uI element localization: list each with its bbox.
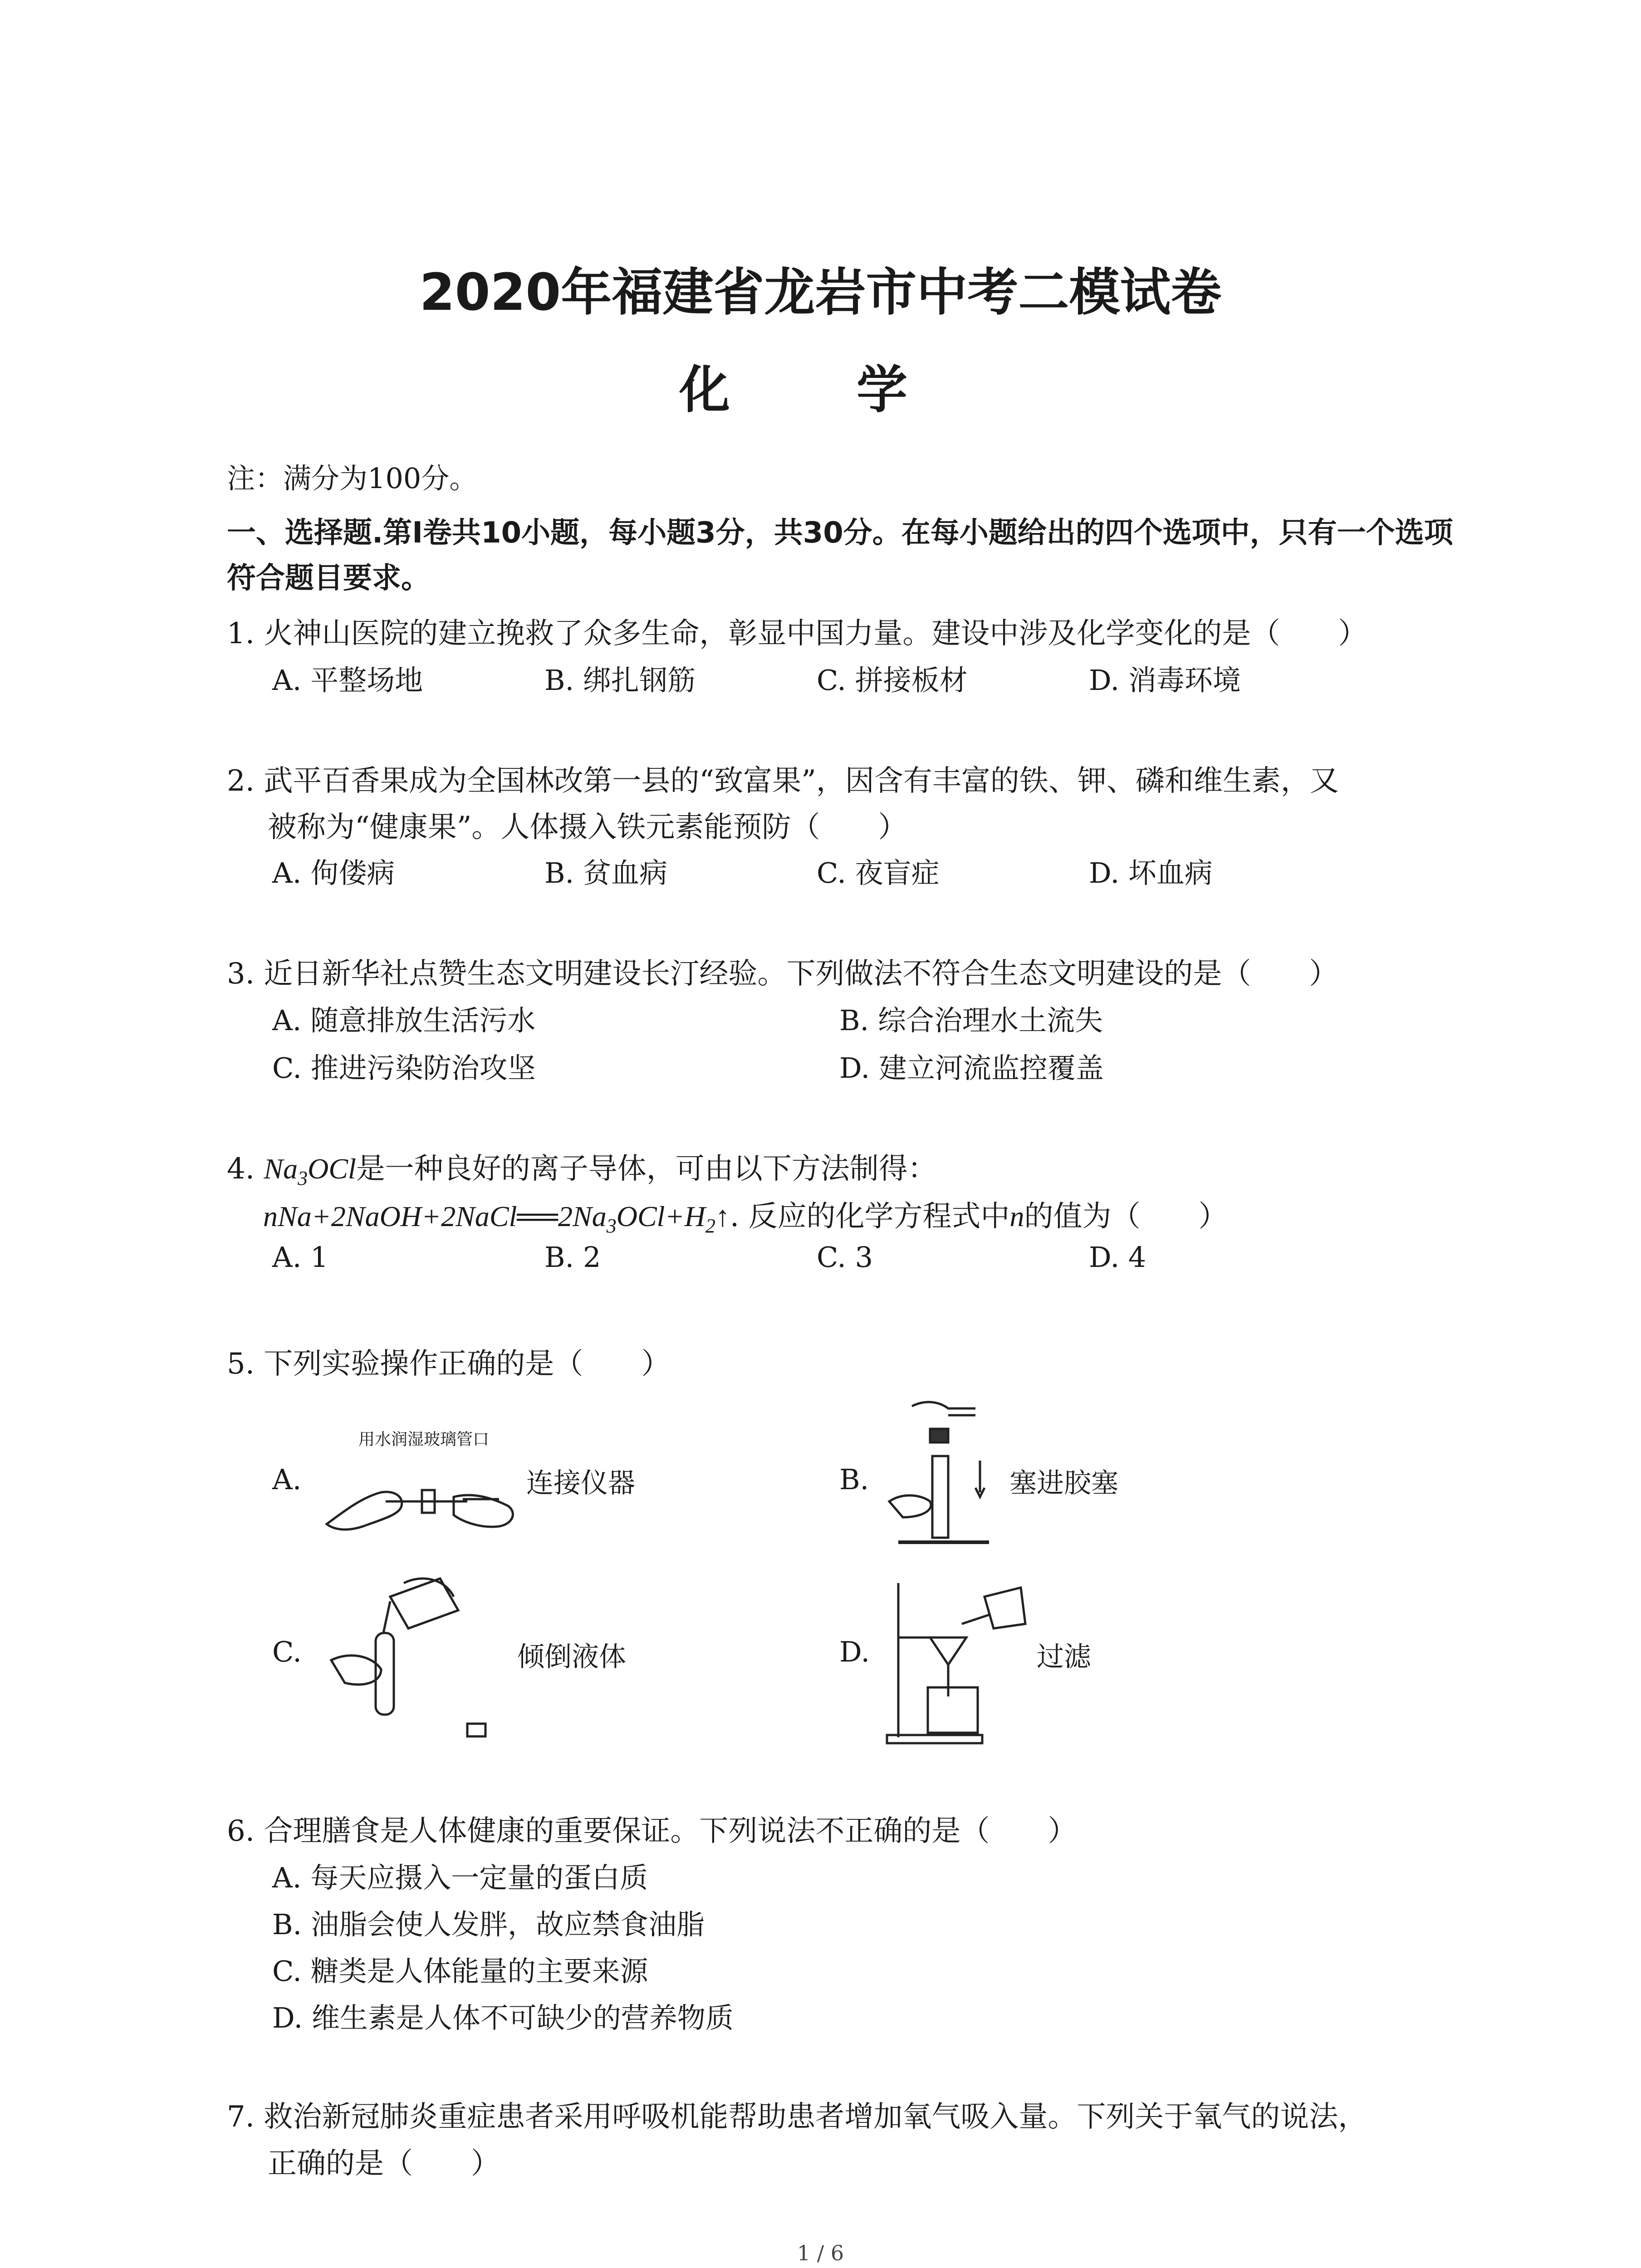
q4-equation-line (263, 1193, 1228, 1237)
q5-caption-d: 过滤 (1037, 1641, 1091, 1673)
q1-option-c: C. 拼接板材 (817, 664, 968, 697)
q4-stem-line1 (227, 1145, 937, 1190)
q4-formula: $Na_3OCl$ (264, 1153, 356, 1189)
q4-stem-text: 是一种良好的离子导体，可由以下方法制得： (356, 1152, 937, 1186)
q4-stem-text2: . 反应的化学方程式中 (730, 1200, 1010, 1233)
q3-option-b: B. 综合治理水土流失 (839, 1004, 1103, 1037)
q4-option-a: A. 1 (272, 1241, 328, 1274)
q2-option-c: C. 夜盲症 (817, 856, 940, 890)
q3-option-d: D. 建立河流监控覆盖 (839, 1051, 1104, 1085)
q1-stem: 1. 火神山医院的建立挽救了众多生命，彰显中国力量。建设中涉及化学变化的是（ ） (227, 617, 1367, 650)
q4-option-d: D. 4 (1089, 1241, 1146, 1274)
q5-label-c: C. (272, 1635, 302, 1668)
q1-option-b: B. 绑扎钢筋 (544, 664, 696, 697)
q5-figure-d (885, 1574, 1034, 1746)
q7-stem-line1: 7. 救治新冠肺炎重症患者采用呼吸机能帮助患者增加氧气吸入量。下列关于氧气的说法， (227, 2100, 1367, 2134)
q5-figure-a (318, 1447, 522, 1538)
q6-option-b: B. 油脂会使人发胖，故应禁食油脂 (272, 1908, 705, 1941)
exam-title: 2020年福建省龙岩市中考二模试卷 (419, 263, 1222, 322)
q5-caption-a: 连接仪器 (526, 1467, 635, 1499)
q2-stem-line1: 2. 武平百香果成为全国林改第一县的“致富果”，因含有丰富的铁、钾、磷和维生素，又 (227, 764, 1339, 798)
q5-caption-b: 塞进胶塞 (1009, 1467, 1118, 1499)
q5-label-a: A. (272, 1463, 302, 1496)
q6-option-d: D. 维生素是人体不可缺少的营养物质 (272, 2001, 734, 2034)
q4-variable-n: n (1009, 1200, 1024, 1232)
q1-option-a: A. 平整场地 (272, 664, 423, 697)
q2-option-a: A. 佝偻病 (272, 856, 395, 890)
q1-option-d: D. 消毒环境 (1089, 664, 1241, 697)
q5-a-small-label: 用水润湿玻璃管口 (358, 1430, 490, 1449)
q5-label-b: B. (839, 1463, 869, 1496)
q3-stem: 3. 近日新华社点赞生态文明建设长汀经验。下列做法不符合生态文明建设的是（ ） (227, 957, 1338, 991)
page-number: 1 / 6 (797, 2241, 844, 2265)
section-heading: 一、选择题.第Ⅰ卷共10小题，每小题3分，共30分。在每小题给出的四个选项中，只有一个选项符合题目要求。 (227, 516, 1453, 595)
q6-option-a: A. 每天应摄入一定量的蛋白质 (272, 1861, 648, 1894)
score-note: 注：满分为100分。 (227, 462, 478, 495)
q2-stem-line2: 被称为“健康果”。人体摄入铁元素能预防（ ） (268, 811, 907, 844)
q5-stem: 5. 下列实验操作正确的是（ ） (227, 1347, 671, 1381)
q6-option-c: C. 糖类是人体能量的主要来源 (272, 1955, 648, 1988)
q5-caption-c: 倾倒液体 (517, 1641, 626, 1673)
q4-equation: $nNa+2NaOH+2NaCl══2Na_3OCl+H_2↑$ (263, 1200, 730, 1237)
q3-option-c: C. 推进污染防治攻坚 (272, 1051, 536, 1085)
q7-stem-line2: 正确的是（ ） (268, 2147, 500, 2180)
q4-option-c: C. 3 (817, 1241, 873, 1274)
q4-stem-tail: 的值为（ ） (1024, 1200, 1228, 1233)
q6-stem: 6. 合理膳食是人体健康的重要保证。下列说法不正确的是（ ） (227, 1814, 1077, 1848)
subject-title: 化 学 (679, 361, 962, 420)
q2-option-d: D. 坏血病 (1089, 856, 1213, 890)
q4-option-b: B. 2 (544, 1241, 601, 1274)
q2-option-b: B. 贫血病 (544, 856, 667, 890)
q5-figure-b (885, 1397, 1021, 1560)
q3-option-a: A. 随意排放生活污水 (272, 1004, 536, 1037)
q4-number: 4. (227, 1152, 264, 1186)
q5-label-d: D. (839, 1635, 870, 1668)
q5-figure-c (322, 1569, 513, 1746)
